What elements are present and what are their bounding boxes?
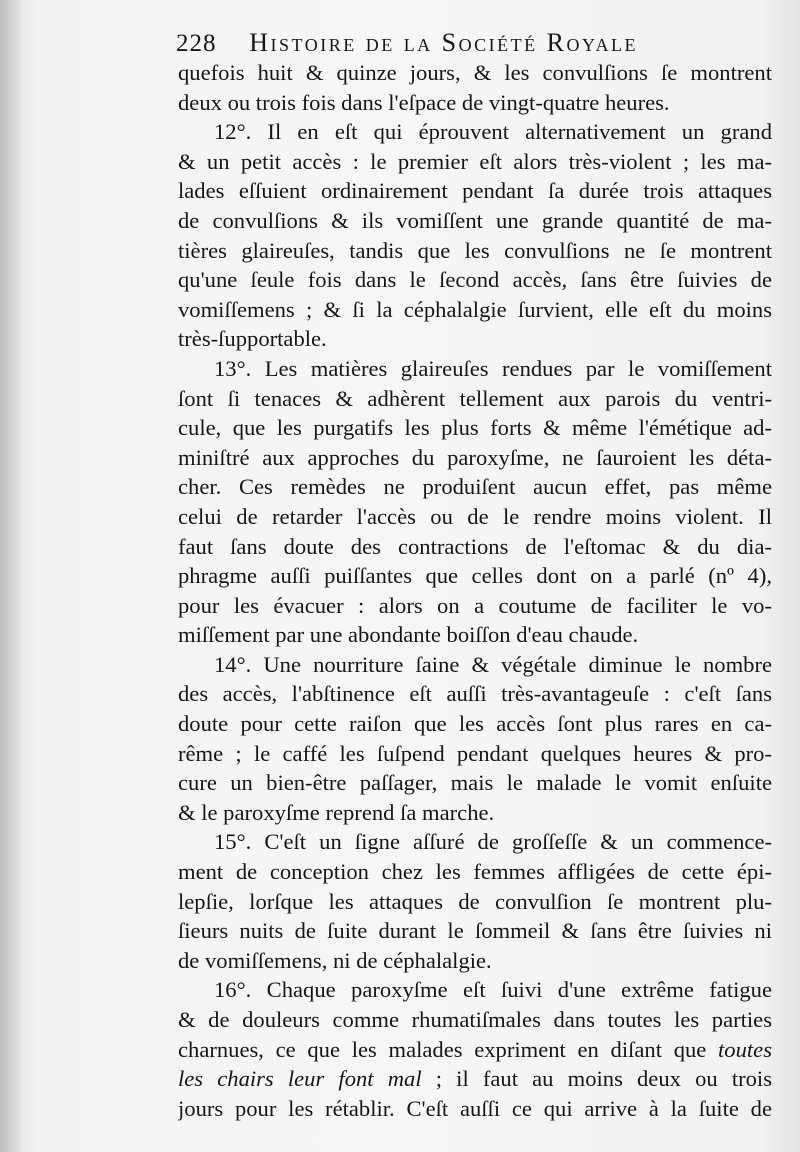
- text-line: 13°. Les matières glaireuſes rendues par le vomiſſement: [214, 355, 772, 381]
- text-line: ment de conception chez les femmes affligées de cette épi-: [178, 859, 772, 885]
- gutter-shadow: [0, 0, 22, 1152]
- text-line: & le paroxyſme reprend ſa marche.: [178, 799, 495, 825]
- text-line: quefois huit & quinze jours, & les convulſions ſe montrent: [178, 60, 772, 85]
- running-header: [176, 28, 776, 62]
- text-line: ſieurs nuits de ſuite durant le ſommeil & ſans être ſuivies ni: [178, 918, 772, 944]
- text-line: jours pour les rétablir. C'eſt auſſi ce qui arrive à la ſuite de: [178, 1095, 772, 1121]
- text-run: ; il faut au moins deux ou trois: [421, 1066, 772, 1092]
- text-line: doute pour cette raiſon que les accès ſont plus rares en ca-: [178, 711, 772, 737]
- text-line: 12°. Il en eſt qui éprouvent alternativement un grand: [214, 119, 772, 145]
- text-line: lades eſſuient ordinairement pendant ſa durée trois attaques: [178, 178, 772, 204]
- text-line: 15°. C'eſt un ſigne aſſuré de groſſeſſe & un commence-: [214, 829, 772, 855]
- text-line: deux ou trois fois dans l'eſpace de vingt-quatre heures.: [178, 89, 670, 115]
- body-text: [178, 58, 772, 1123]
- text-line: phragme auſſi puiſſantes que celles dont on a parlé (nº 4),: [178, 563, 772, 589]
- text-line: vomiſſemens ; & ſi la céphalalgie ſurvient, elle eſt du moins: [178, 296, 772, 322]
- page-number: 228: [176, 30, 217, 57]
- text-line: des accès, l'abſtinence eſt auſſi très-avantageuſe : c'eſt ſans: [178, 681, 772, 707]
- text-line: & un petit accès : le premier eſt alors très-violent ; les ma-: [178, 148, 772, 174]
- text-line: tières glaireuſes, tandis que les convulſions ne ſe montrent: [178, 237, 772, 263]
- text-line: miniſtré aux approches du paroxyſme, ne ſauroient les déta-: [178, 444, 772, 470]
- text-line: celui de retarder l'accès ou de le rendre moins violent. Il: [178, 503, 772, 529]
- text-line: cher. Ces remèdes ne produiſent aucun effet, pas même: [178, 474, 772, 500]
- text-line-with-italic: [178, 1064, 772, 1094]
- text-line: rême ; le caffé les ſuſpend pendant quelques heures & pro-: [178, 740, 772, 766]
- text-line: très-ſupportable.: [178, 326, 327, 352]
- text-run: charnues, ce que les malades expriment en diſant que: [178, 1036, 719, 1062]
- text-line: cure un bien-être paſſager, mais le malade le vomit enſuite: [178, 770, 772, 796]
- text-line: miſſement par une abondante boiſſon d'eau chaude.: [178, 622, 639, 648]
- text-line: qu'une ſeule fois dans le ſecond accès, ſans être ſuivies de: [178, 267, 772, 293]
- text-line: de convulſions & ils vomiſſent une grande quantité de ma-: [178, 207, 772, 233]
- italic-run: toutes: [718, 1036, 772, 1062]
- running-title: Histoire de la Société Royale: [249, 28, 638, 57]
- text-line: faut ſans doute des contractions de l'eſtomac & du dia-: [178, 533, 772, 559]
- text-line: pour les évacuer : alors on a coutume de faciliter le vo-: [178, 592, 772, 618]
- text-line: 16°. Chaque paroxyſme eſt ſuivi d'une extrême fatigue: [214, 977, 772, 1003]
- text-line: de vomiſſemens, ni de céphalalgie.: [178, 947, 492, 973]
- text-line: lepſie, lorſque les attaques de convulſion ſe montrent plu-: [178, 888, 772, 914]
- text-line: 14°. Une nourriture ſaine & végétale diminue le nombre: [214, 651, 772, 677]
- text-line: cule, que les purgatifs les plus forts & même l'émétique ad-: [178, 415, 772, 441]
- text-line: ſont ſi tenaces & adhèrent tellement aux parois du ventri-: [178, 385, 772, 411]
- text-line: & de douleurs comme rhumatiſmales dans toutes les parties: [178, 1007, 772, 1032]
- italic-run: les chairs leur font mal: [178, 1066, 422, 1092]
- text-line-with-italic: [178, 1035, 772, 1065]
